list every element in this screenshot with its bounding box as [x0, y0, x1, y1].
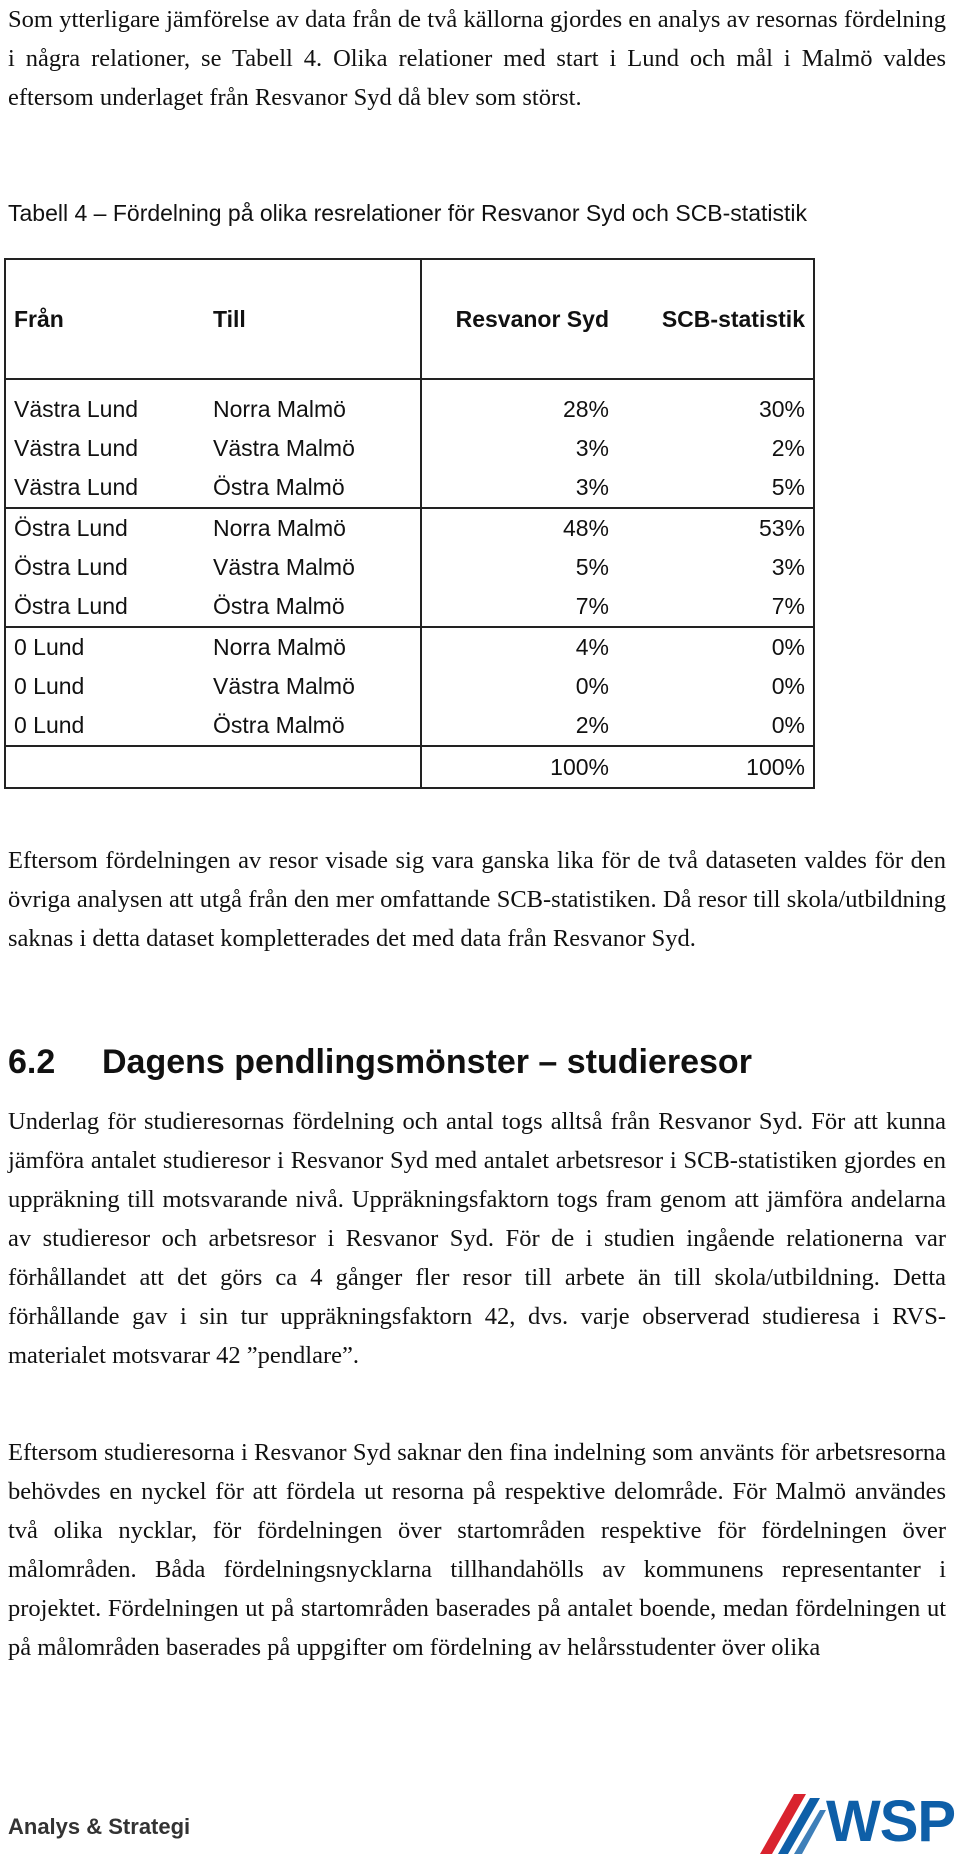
paragraph-after-table: Eftersom fördelningen av resor visade sig vara ganska lika för de två dataseten valdes för den övriga analysen att utgå från den mer omfattande SCB-statistiken. Då resor till skola/utbildning saknas i detta dataset kompletterades det med data från Resvanor Syd. — [8, 847, 946, 952]
cell-scb-statistik: 0% — [771, 712, 805, 738]
cell-scb-statistik: 5% — [617, 468, 814, 508]
cell-to: Norra Malmö — [205, 627, 421, 667]
distribution-table — [4, 258, 815, 789]
section-paragraph-1: Underlag för studieresornas fördelning och antal togs alltså från Resvanor Syd. För att kunna jämföra antalet studieresor i Resvanor Syd med antalet arbetsresor i SCB-statistiken gjordes en uppräkning till motsvarande nivå. Uppräkningsfaktorn togs fram genom att jämföra andelarna av studieresor och arbetsresor i Resvanor Syd. För de i studien ingående relationerna var förhållandet att det görs ca 4 gånger fler resor till arbete än till skola/utbildning. Detta förhållande gav i sin tur uppräkningsfaktorn 42, dvs. varje observerad studieresa i RVS-materialet motsvarar 42 ”pendlare”. — [8, 1108, 946, 1369]
cell-to: Norra Malmö — [205, 508, 421, 548]
cell-from: Östra Lund — [14, 515, 128, 541]
cell-from: Västra Lund — [14, 435, 139, 461]
cell-scb-statistik: 0% — [771, 673, 805, 699]
intro-paragraph: Som ytterligare jämförelse av data från de två källorna gjordes en analys av resornas fördelning i några relationer, se Tabell 4. Olika relationer med start i Lund och mål i Malmö valdes eftersom underlaget från Resvanor Syd då blev som störst. — [8, 6, 946, 111]
cell-empty — [5, 746, 205, 788]
cell-resvanor-syd: 7% — [421, 587, 617, 627]
cell-to: Västra Malmö — [205, 548, 421, 587]
table-row — [5, 379, 814, 429]
table-caption: Tabell 4 – Fördelning på olika resrelationer för Resvanor Syd och SCB-statistik — [8, 200, 807, 226]
cell-to: Norra Malmö — [205, 379, 421, 429]
cell-resvanor-syd: 48% — [562, 515, 609, 541]
section-paragraph-2: Eftersom studieresorna i Resvanor Syd saknar den fina indelning som använts för arbetsresorna behövdes en nyckel för att fördela ut resorna på respektive delområde. För Malmö användes två olika nycklar, för fördelningen över startområden respektive för fördelningen över målområden. Båda fördelningsnycklarna tillhandahölls av kommunens representanter i projektet. Fördelningen ut på startområden baserades på antalet boende, medan fördelningen ut på målområden baserades på uppgifter om fördelning av helårsstudenter över olika — [8, 1439, 946, 1661]
table-row — [5, 468, 814, 508]
table-row — [5, 667, 814, 706]
wsp-logo — [754, 1789, 956, 1856]
table-row — [5, 429, 814, 468]
cell-resvanor-syd: 0% — [575, 673, 609, 699]
cell-to: Västra Malmö — [205, 429, 421, 468]
cell-scb-statistik: 3% — [771, 554, 805, 580]
footer-department: Analys & Strategi — [8, 1814, 191, 1839]
cell-resvanor-syd: 3% — [421, 468, 617, 508]
cell-from: 0 Lund — [14, 634, 85, 660]
cell-to: Östra Malmö — [205, 587, 421, 627]
cell-resvanor-syd: 2% — [575, 712, 609, 738]
cell-to: Västra Malmö — [205, 667, 421, 706]
total-scb-statistik: 100% — [617, 746, 814, 788]
table-row — [5, 627, 814, 667]
header-scb-statistik: SCB-statistik — [617, 259, 814, 379]
cell-scb-statistik: 53% — [758, 515, 805, 541]
cell-from: 0 Lund — [14, 712, 85, 738]
table-header-row — [5, 259, 814, 379]
wsp-logo-mark-icon — [754, 1790, 826, 1856]
cell-from: Västra Lund — [5, 468, 205, 508]
cell-to: Östra Malmö — [205, 468, 421, 508]
cell-scb-statistik: 30% — [758, 396, 805, 422]
header-to: Till — [205, 259, 421, 379]
cell-resvanor-syd: 5% — [575, 554, 609, 580]
table-row — [5, 706, 814, 746]
table-row — [5, 508, 814, 548]
header-resvanor-syd: Resvanor Syd — [421, 259, 617, 379]
wsp-logo-text: WSP — [826, 1789, 956, 1854]
cell-empty — [205, 746, 421, 788]
cell-resvanor-syd: 3% — [575, 435, 609, 461]
cell-from: Västra Lund — [14, 396, 139, 422]
section-heading — [8, 1038, 752, 1086]
table-total-row — [5, 746, 814, 788]
section-title: Dagens pendlingsmönster – studieresor — [102, 1043, 752, 1081]
cell-from: 0 Lund — [14, 673, 85, 699]
cell-from: Östra Lund — [14, 554, 128, 580]
table-row — [5, 587, 814, 627]
table-row — [5, 548, 814, 587]
cell-resvanor-syd: 4% — [575, 634, 609, 660]
cell-to: Östra Malmö — [205, 706, 421, 746]
cell-scb-statistik: 7% — [617, 587, 814, 627]
cell-resvanor-syd: 28% — [562, 396, 609, 422]
total-resvanor-syd: 100% — [421, 746, 617, 788]
cell-scb-statistik: 2% — [771, 435, 805, 461]
cell-from: Östra Lund — [5, 587, 205, 627]
header-from: Från — [5, 259, 205, 379]
section-number: 6.2 — [8, 1043, 56, 1081]
cell-scb-statistik: 0% — [771, 634, 805, 660]
